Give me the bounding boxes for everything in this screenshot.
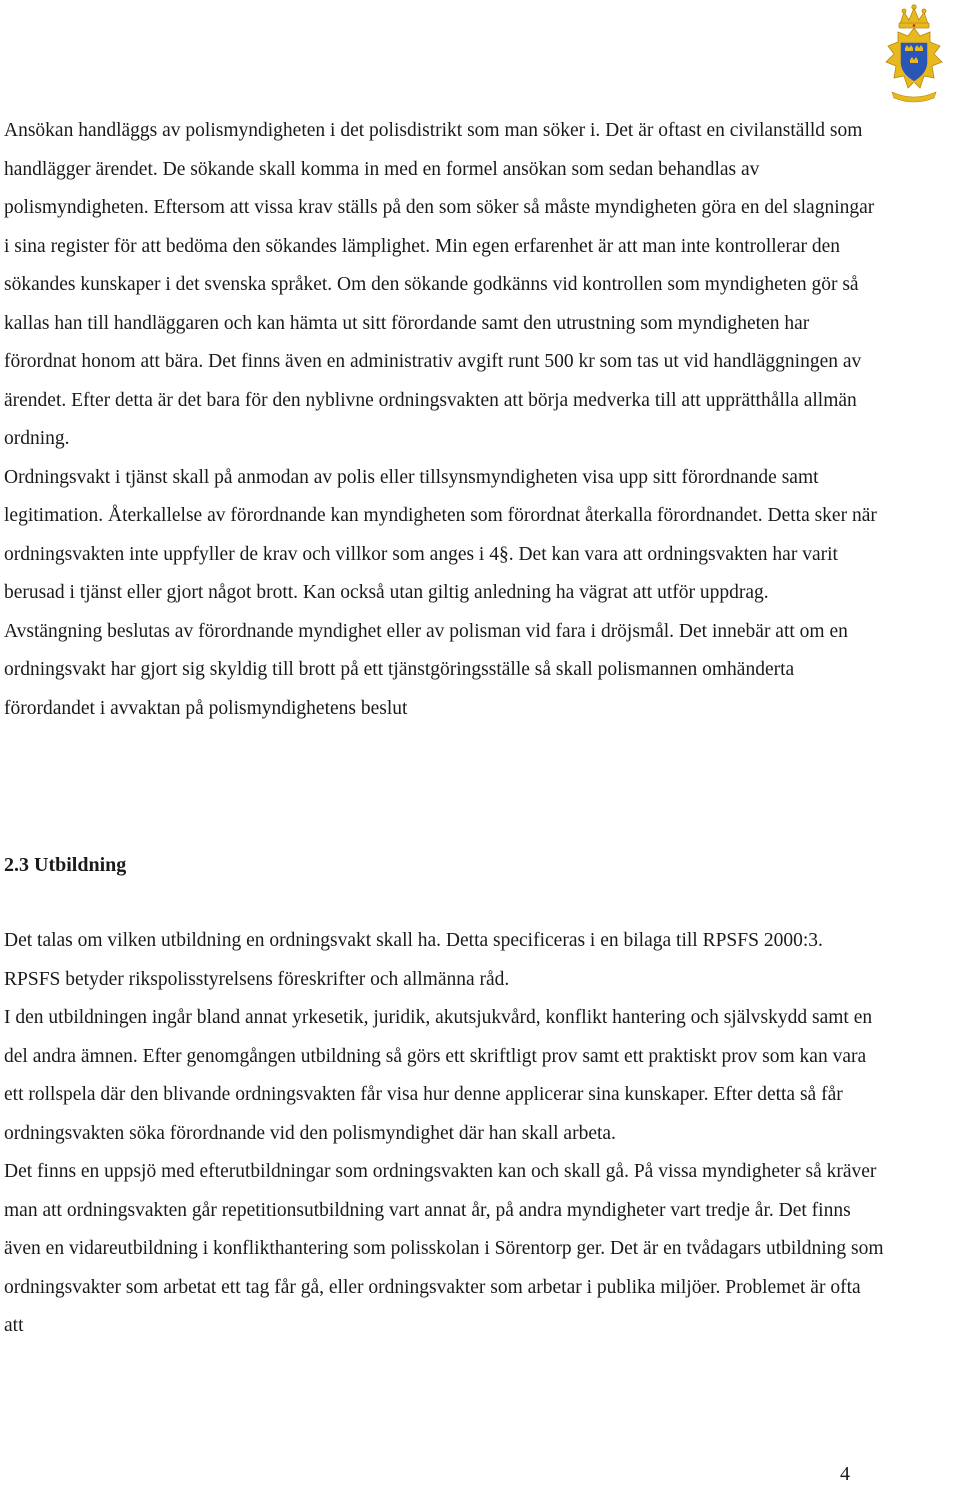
page-number: 4: [840, 1463, 850, 1485]
paragraph: Ansökan handläggs av polismyndigheten i det polisdistrikt som man söker i. Det är oftast en civilanställd som handlägger ärendet. De sökande skall komma in med en formel ansökan som sedan behandlas av polismyndigheten. Eftersom att vissa krav ställs på den som söker så måste myndigheten göra en del slagningar i sina register för att bedöma den sökandes lämplighet. Min egen erfarenhet är att man inte kontrollerar den sökandes kunskaper i det svenska språket. Om den sökande godkänns vid kontrollen som myndigheten gör så kallas han till handläggaren och kan hämta ut sitt förordande samt den utrustning som myndigheten har förordnat honom att bära. Det finns även en administrativ avgift runt 500 kr som tas ut vid handläggningen av ärendet. Efter detta är det bara för den nyblivne ordningsvakten att börja medverka till att upprätthålla allmän ordning.: [4, 120, 875, 449]
police-emblem-icon: [874, 2, 954, 106]
section-heading: 2.3 Utbildning: [4, 854, 127, 876]
section-1-body: [4, 112, 884, 728]
paragraph: Avstängning beslutas av förordnande myndighet eller av polisman vid fara i dröjsmål. Det innebär att om en ordningsvakt har gjort sig skyldig till brott på ett tjänstgöringsställe så skall polismannen omhänderta förordandet i avvaktan på polismyndighetens beslut: [4, 620, 848, 719]
paragraph: Ordningsvakt i tjänst skall på anmodan av polis eller tillsynsmyndigheten visa upp sitt förordnande samt legitimation. Återkallelse av förordnande kan myndigheten som förordnat återkalla förordnandet. Detta sker när ordningsvakten inte uppfyller de krav och villkor som anges i 4§. Det kan vara att ordningsvakten har varit berusad i tjänst eller gjort något brott. Kan också utan giltig anledning ha vägrat att utför uppdrag.: [4, 466, 877, 603]
section-2-body: [4, 922, 884, 1346]
paragraph: I den utbildningen ingår bland annat yrkesetik, juridik, akutsjukvård, konflikt hantering och självskydd samt en del andra ämnen. Efter genomgången utbildning så görs ett skriftligt prov samt ett praktiskt prov som kan vara ett rollspela där den blivande ordningsvakten får visa hur denne applicerar sina kunskaper. Efter detta så får ordningsvakten söka förordnande vid den polismyndighet där han skall arbeta.: [4, 1007, 873, 1144]
paragraph: Det finns en uppsjö med efterutbildningar som ordningsvakten kan och skall gå. På vissa myndigheter så kräver man att ordningsvakten går repetitionsutbildning vart annat år, på andra myndigheter vart tredje år. Det finns även en vidareutbildning i konflikthantering som polisskolan i Sörentorp ger. Det är en tvådagars utbildning som ordningsvakter som arbetat ett tag får gå, eller ordningsvakter som arbetar i publika miljöer. Problemet är ofta att: [4, 1161, 884, 1336]
paragraph: Det talas om vilken utbildning en ordningsvakt skall ha. Detta specificeras i en bilaga till RPSFS 2000:3. RPSFS betyder rikspolisstyrelsens föreskrifter och allmänna råd.: [4, 930, 823, 990]
